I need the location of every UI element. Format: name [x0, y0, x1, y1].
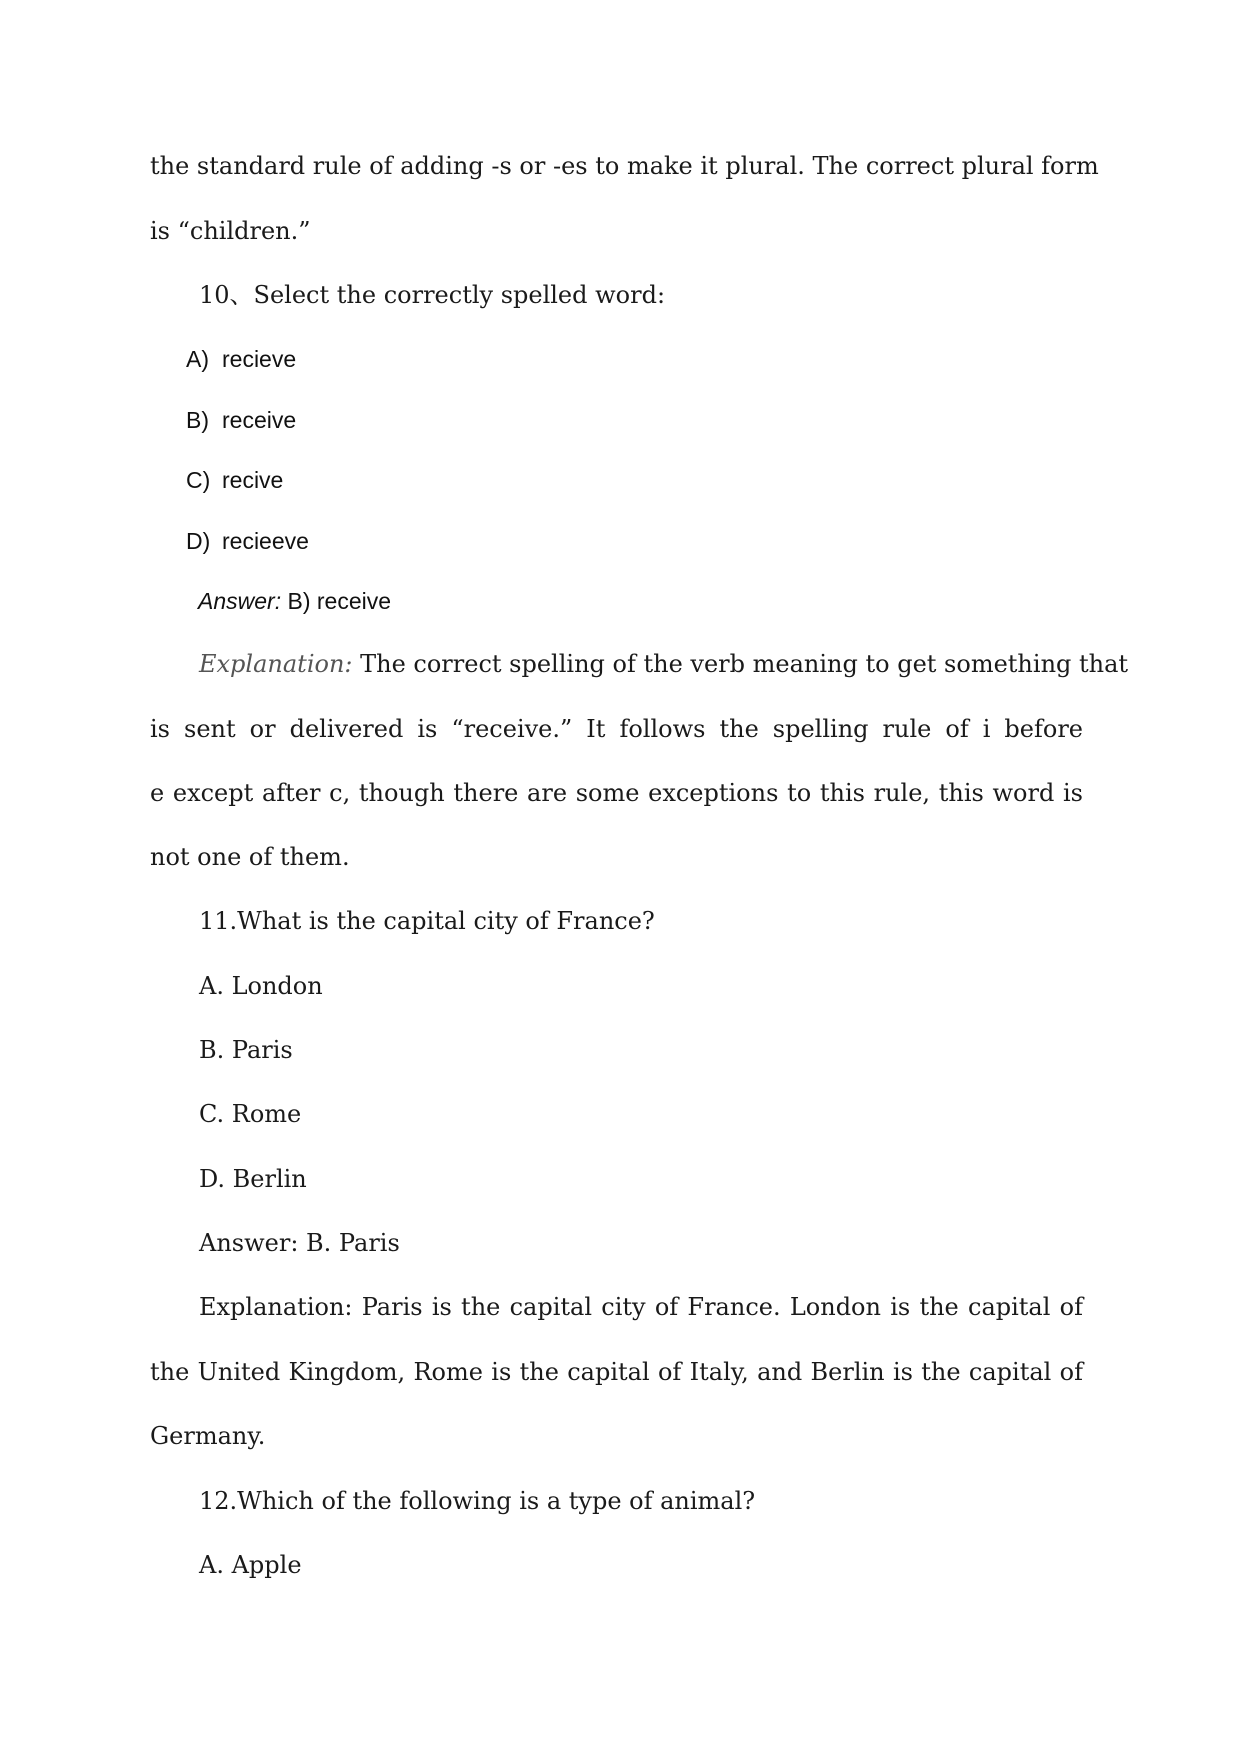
- q11-explanation-line-1: Explanation: Paris is the capital city of France. London is the capital of: [199, 1293, 1083, 1321]
- answer-label: Answer:: [198, 588, 282, 614]
- question-10: 10、Select the correctly spelled word:: [199, 281, 666, 309]
- q11-option-b: B. Paris: [199, 1036, 293, 1064]
- option-text: recieve: [222, 346, 297, 372]
- q11-answer: Answer: B. Paris: [199, 1229, 400, 1257]
- q10-option-c: [186, 465, 283, 495]
- option-letter: D): [186, 528, 211, 554]
- q12-option-a: A. Apple: [199, 1551, 302, 1579]
- question-12: 12.Which of the following is a type of animal?: [199, 1487, 756, 1515]
- q11-explanation-line-2: the United Kingdom, Rome is the capital of Italy, and Berlin is the capital of: [150, 1358, 1083, 1386]
- q10-answer: [198, 586, 391, 616]
- q10-option-b: [186, 405, 296, 435]
- intro-line-1: the standard rule of adding -s or -es to make it plural. The correct plural form: [150, 152, 1099, 180]
- option-letter: C): [186, 467, 211, 493]
- option-text: recive: [222, 467, 284, 493]
- q11-explanation-line-3: Germany.: [150, 1422, 266, 1450]
- q10-explanation-line-1: [199, 649, 1129, 679]
- q11-option-d: D. Berlin: [199, 1165, 307, 1193]
- q10-option-a: [186, 344, 296, 374]
- option-text: receive: [222, 407, 297, 433]
- q11-option-c: C. Rome: [199, 1100, 302, 1128]
- q10-explanation-line-2: is sent or delivered is “receive.” It follows the spelling rule of i before: [150, 715, 1083, 743]
- q10-explanation-line-4: not one of them.: [150, 843, 350, 871]
- explanation-label: Explanation:: [199, 650, 353, 678]
- q10-explanation-line-3: e except after c, though there are some exceptions to this rule, this word is: [150, 779, 1083, 807]
- q11-option-a: A. London: [199, 972, 323, 1000]
- option-letter: A): [186, 346, 209, 372]
- option-text: recieeve: [222, 528, 309, 554]
- option-letter: B): [186, 407, 209, 433]
- question-11: 11.What is the capital city of France?: [199, 907, 655, 935]
- explanation-text: The correct spelling of the verb meaning to get something that: [352, 650, 1129, 678]
- answer-text: B) receive: [281, 588, 392, 614]
- intro-line-2: is “children.”: [150, 217, 311, 245]
- q10-option-d: [186, 526, 309, 556]
